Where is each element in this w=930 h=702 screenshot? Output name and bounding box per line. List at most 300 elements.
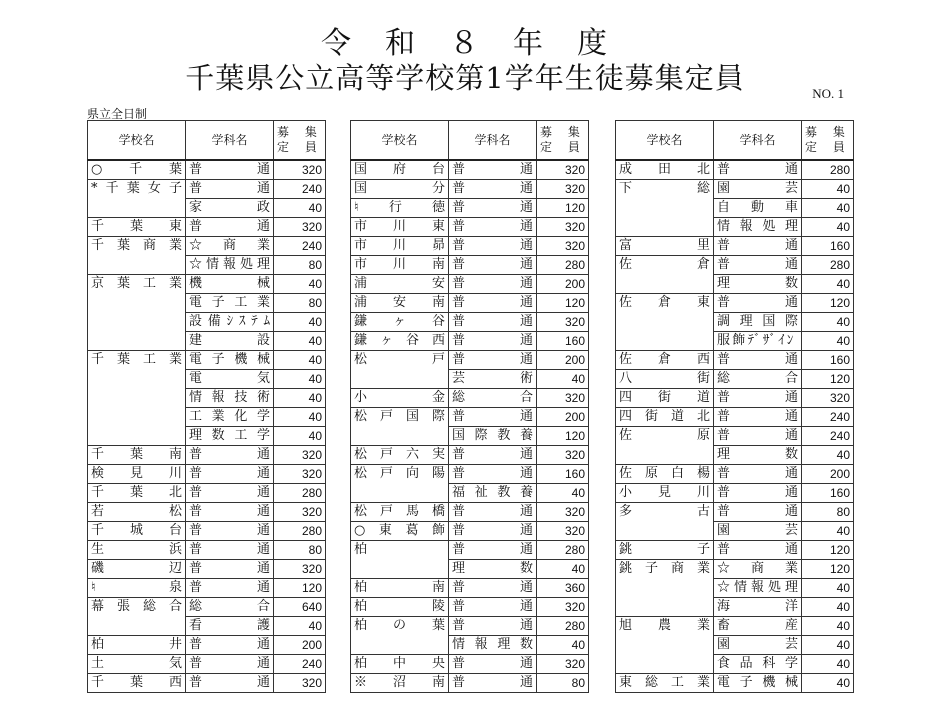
department-cell: 普通 [186, 579, 274, 598]
table-row [351, 389, 589, 408]
department-cell: 普通 [449, 503, 537, 522]
department-cell: 普通 [449, 465, 537, 484]
capacity-cell: 320 [537, 522, 589, 541]
department-cell: 芸術 [449, 370, 537, 389]
table-row [616, 370, 854, 389]
table-row [616, 579, 854, 598]
table-row [616, 332, 854, 351]
school-name-cell: 成田北 [616, 160, 714, 180]
department-cell: 普通 [186, 218, 274, 237]
table-row [88, 465, 326, 484]
school-name-cell: 千葉南 [88, 446, 186, 465]
school-name-cell: 鎌ヶ谷西 [351, 332, 449, 351]
department-cell: 普通 [449, 408, 537, 427]
school-name-cell: 国分 [351, 180, 449, 199]
capacity-cell: 80 [274, 294, 326, 313]
capacity-cell: 120 [274, 579, 326, 598]
table-row [88, 617, 326, 636]
capacity-cell: 240 [802, 408, 854, 427]
system-type-label: 県立全日制 [87, 107, 148, 121]
department-cell: 普通 [186, 503, 274, 522]
school-name-cell: 松戸六実 [351, 446, 449, 465]
department-cell: 普通 [186, 180, 274, 199]
table-row [616, 389, 854, 408]
school-name-cell [351, 560, 449, 579]
table-row [351, 256, 589, 275]
school-name-cell [616, 218, 714, 237]
department-cell: 情報処理 [714, 218, 802, 237]
department-cell: 家政 [186, 199, 274, 218]
school-name-cell: 佐原 [616, 427, 714, 446]
capacity-cell: 320 [537, 313, 589, 332]
table-row [616, 313, 854, 332]
school-name-cell: 柏南 [351, 579, 449, 598]
department-cell: 電子機械 [186, 351, 274, 370]
capacity-cell: 40 [802, 218, 854, 237]
capacity-cell: 160 [802, 351, 854, 370]
table-row [616, 465, 854, 484]
table-row [616, 541, 854, 560]
capacity-cell: 40 [802, 636, 854, 655]
capacity-cell: 320 [537, 503, 589, 522]
school-name-cell [88, 427, 186, 446]
school-name-cell: 鎌ヶ谷 [351, 313, 449, 332]
table-header-row [351, 121, 589, 161]
capacity-cell: 40 [802, 332, 854, 351]
table-row [616, 446, 854, 465]
department-cell: 普通 [714, 541, 802, 560]
table-row [351, 313, 589, 332]
capacity-cell: 40 [802, 313, 854, 332]
department-cell: 普通 [714, 256, 802, 275]
table-row [88, 484, 326, 503]
capacity-cell: 320 [802, 389, 854, 408]
department-cell: 普通 [449, 541, 537, 560]
table-row [88, 560, 326, 579]
table-row [88, 636, 326, 655]
department-cell: 調理国際 [714, 313, 802, 332]
table-row [351, 199, 589, 218]
school-name-cell: 千葉工業 [88, 351, 186, 370]
table-row [88, 598, 326, 617]
capacity-cell: 40 [274, 389, 326, 408]
school-name-cell: 浦安 [351, 275, 449, 294]
department-cell: 普通 [186, 522, 274, 541]
school-name-cell [88, 294, 186, 313]
department-cell: 普通 [449, 332, 537, 351]
capacity-cell: 40 [274, 370, 326, 389]
school-name-cell: 松戸馬橋 [351, 503, 449, 522]
school-name-cell [616, 313, 714, 332]
department-cell: 普通 [186, 560, 274, 579]
school-name-cell: ♮泉 [88, 579, 186, 598]
table-row [88, 180, 326, 199]
school-name-cell: ○千葉 [88, 160, 186, 180]
capacity-cell: 40 [274, 332, 326, 351]
capacity-cell: 640 [274, 598, 326, 617]
capacity-cell: 240 [274, 655, 326, 674]
capacity-cell: 40 [274, 313, 326, 332]
school-name-cell: 富里 [616, 237, 714, 256]
department-cell: 食品科学 [714, 655, 802, 674]
enrollment-table-1 [87, 120, 326, 693]
school-name-cell: 東総工業 [616, 674, 714, 693]
school-name-cell: 小見川 [616, 484, 714, 503]
department-cell: 畜産 [714, 617, 802, 636]
capacity-cell: 120 [537, 199, 589, 218]
capacity-header [274, 121, 326, 161]
capacity-cell: 160 [802, 237, 854, 256]
table-row [351, 275, 589, 294]
capacity-cell: 320 [274, 674, 326, 693]
school-name-cell: 佐倉西 [616, 351, 714, 370]
capacity-cell: 320 [537, 446, 589, 465]
department-cell: 普通 [449, 237, 537, 256]
capacity-header-line1: 募 集 [805, 125, 851, 139]
capacity-cell: 320 [537, 180, 589, 199]
capacity-cell: 40 [802, 275, 854, 294]
dept-header: 学科名 [186, 121, 274, 161]
capacity-header-line1: 募 集 [277, 125, 323, 139]
capacity-cell: 280 [537, 541, 589, 560]
table-row [88, 237, 326, 256]
capacity-cell: 40 [802, 199, 854, 218]
school-name-cell: 国府台 [351, 160, 449, 180]
table-row [351, 541, 589, 560]
department-cell: 園芸 [714, 522, 802, 541]
capacity-cell: 40 [802, 655, 854, 674]
school-name-cell: 四街道北 [616, 408, 714, 427]
table-header-row [88, 121, 326, 161]
table-row [351, 294, 589, 313]
table-row [351, 503, 589, 522]
capacity-cell: 320 [274, 160, 326, 180]
table-row [616, 237, 854, 256]
school-name-cell: 千葉東 [88, 218, 186, 237]
department-cell: 普通 [186, 636, 274, 655]
department-cell: 服飾ﾃﾞｻﾞｲﾝ [714, 332, 802, 351]
school-name-cell: 市川昴 [351, 237, 449, 256]
table-row [88, 427, 326, 446]
capacity-cell: 80 [537, 674, 589, 693]
capacity-cell: 360 [537, 579, 589, 598]
school-name-cell [351, 427, 449, 446]
table-row [88, 541, 326, 560]
capacity-cell: 40 [802, 617, 854, 636]
table-row [616, 256, 854, 275]
capacity-cell: 80 [802, 503, 854, 522]
capacity-cell: 320 [537, 160, 589, 180]
school-name-cell [88, 332, 186, 351]
school-name-cell: 柏井 [88, 636, 186, 655]
school-name-cell [351, 484, 449, 503]
school-name-cell: 千葉西 [88, 674, 186, 693]
table-row [351, 636, 589, 655]
page-number: NO. 1 [812, 86, 844, 101]
department-cell: 機械 [186, 275, 274, 294]
table-row [88, 522, 326, 541]
capacity-cell: 280 [537, 617, 589, 636]
school-name-cell [616, 579, 714, 598]
table-row [88, 294, 326, 313]
table-row [351, 408, 589, 427]
department-cell: 普通 [449, 579, 537, 598]
table-row [351, 484, 589, 503]
capacity-cell: 240 [274, 237, 326, 256]
capacity-cell: 40 [802, 579, 854, 598]
school-name-cell [351, 370, 449, 389]
table-row [351, 655, 589, 674]
enrollment-table-3 [615, 120, 854, 693]
title-year: 令 和 ８ 年 度 [321, 26, 609, 61]
school-name-cell: 柏陵 [351, 598, 449, 617]
table-row [616, 408, 854, 427]
capacity-cell: 280 [802, 160, 854, 180]
school-name-cell [616, 332, 714, 351]
department-cell: 普通 [449, 598, 537, 617]
table-row [616, 218, 854, 237]
capacity-cell: 40 [802, 598, 854, 617]
department-cell: ☆情報処理 [186, 256, 274, 275]
table-row [351, 522, 589, 541]
department-cell: 海洋 [714, 598, 802, 617]
school-name-cell: ○東葛飾 [351, 522, 449, 541]
table-row [88, 408, 326, 427]
capacity-cell: 40 [537, 484, 589, 503]
department-cell: 普通 [714, 427, 802, 446]
department-cell: 設備ｼｽﾃﾑ [186, 313, 274, 332]
table-row [351, 332, 589, 351]
department-cell: 普通 [449, 199, 537, 218]
department-cell: 理数 [714, 275, 802, 294]
school-name-cell [616, 636, 714, 655]
table-row [88, 160, 326, 180]
department-cell: 普通 [186, 541, 274, 560]
school-name-cell: 千葉商業 [88, 237, 186, 256]
table-row [351, 218, 589, 237]
capacity-cell: 200 [802, 465, 854, 484]
school-name-cell: 検見川 [88, 465, 186, 484]
table-row [88, 313, 326, 332]
school-name-cell: 若松 [88, 503, 186, 522]
capacity-cell: 280 [274, 522, 326, 541]
school-name-cell: 幕張総合 [88, 598, 186, 617]
department-cell: 普通 [186, 655, 274, 674]
school-name-cell: 松戸向陽 [351, 465, 449, 484]
table-row [616, 180, 854, 199]
department-cell: 看護 [186, 617, 274, 636]
capacity-cell: 40 [802, 180, 854, 199]
department-cell: 理数 [449, 560, 537, 579]
department-cell: 普通 [714, 294, 802, 313]
table-row [88, 579, 326, 598]
capacity-cell: 40 [802, 446, 854, 465]
department-cell: 総合 [714, 370, 802, 389]
table-row [616, 484, 854, 503]
capacity-cell: 40 [802, 674, 854, 693]
school-name-cell: 銚子 [616, 541, 714, 560]
school-name-cell [88, 256, 186, 275]
table-row [616, 199, 854, 218]
table-row [616, 655, 854, 674]
table-row [351, 351, 589, 370]
table-row [616, 160, 854, 180]
capacity-cell: 320 [537, 389, 589, 408]
department-cell: 電子工業 [186, 294, 274, 313]
school-name-cell: 柏中央 [351, 655, 449, 674]
department-cell: 普通 [186, 446, 274, 465]
school-name-cell: 千葉北 [88, 484, 186, 503]
school-name-cell: 佐倉 [616, 256, 714, 275]
school-name-cell [616, 275, 714, 294]
department-cell: 理数 [714, 446, 802, 465]
table-row [351, 465, 589, 484]
school-name-cell: 小金 [351, 389, 449, 408]
department-cell: 普通 [714, 237, 802, 256]
department-cell: 普通 [714, 160, 802, 180]
department-cell: 総合 [186, 598, 274, 617]
document-title: 千葉県公立高等学校第1学年生徒募集定員 [185, 61, 745, 95]
capacity-cell: 240 [274, 180, 326, 199]
capacity-cell: 240 [802, 427, 854, 446]
department-cell: 普通 [714, 465, 802, 484]
capacity-header-line1: 募 集 [540, 125, 586, 139]
capacity-cell: 160 [802, 484, 854, 503]
capacity-header-line2: 定 員 [805, 140, 851, 154]
department-cell: 普通 [186, 465, 274, 484]
school-name-cell [616, 655, 714, 674]
capacity-cell: 320 [537, 218, 589, 237]
capacity-cell: 120 [802, 370, 854, 389]
department-cell: 普通 [449, 256, 537, 275]
capacity-cell: 320 [537, 598, 589, 617]
table-row [616, 522, 854, 541]
school-name-cell [616, 446, 714, 465]
school-name-cell: 四街道 [616, 389, 714, 408]
school-name-cell: 柏の葉 [351, 617, 449, 636]
table-row [88, 389, 326, 408]
capacity-cell: 40 [537, 560, 589, 579]
capacity-cell: 320 [274, 465, 326, 484]
capacity-cell: 160 [537, 332, 589, 351]
department-cell: 普通 [449, 294, 537, 313]
department-cell: 普通 [449, 617, 537, 636]
school-header: 学校名 [616, 121, 714, 161]
department-cell: 普通 [186, 160, 274, 180]
capacity-cell: 80 [274, 256, 326, 275]
department-cell: 総合 [449, 389, 537, 408]
school-name-cell [88, 408, 186, 427]
table-row [616, 674, 854, 693]
department-cell: 電気 [186, 370, 274, 389]
capacity-cell: 320 [274, 446, 326, 465]
school-name-cell [88, 313, 186, 332]
department-cell: 建設 [186, 332, 274, 351]
table-row [616, 503, 854, 522]
table-row [351, 674, 589, 693]
department-cell: 普通 [449, 446, 537, 465]
capacity-cell: 200 [537, 408, 589, 427]
school-name-cell: 松戸 [351, 351, 449, 370]
table-row [616, 294, 854, 313]
capacity-header [802, 121, 854, 161]
school-name-cell: 八街 [616, 370, 714, 389]
table-row [616, 617, 854, 636]
table-row [616, 275, 854, 294]
department-cell: 情報技術 [186, 389, 274, 408]
school-name-cell [88, 617, 186, 636]
capacity-cell: 40 [274, 617, 326, 636]
department-cell: ☆商業 [714, 560, 802, 579]
school-name-cell [616, 522, 714, 541]
table-row [351, 598, 589, 617]
department-cell: 自動車 [714, 199, 802, 218]
school-name-cell [616, 598, 714, 617]
school-name-cell: 下総 [616, 180, 714, 199]
table-row [351, 427, 589, 446]
table-row [616, 351, 854, 370]
capacity-cell: 40 [274, 351, 326, 370]
department-cell: 普通 [714, 389, 802, 408]
table-row [616, 427, 854, 446]
department-cell: 情報理数 [449, 636, 537, 655]
department-cell: 園芸 [714, 180, 802, 199]
school-name-cell: 柏 [351, 541, 449, 560]
table-row [351, 617, 589, 636]
department-cell: 普通 [449, 313, 537, 332]
capacity-cell: 80 [274, 541, 326, 560]
department-cell: 普通 [714, 408, 802, 427]
department-cell: 普通 [449, 160, 537, 180]
capacity-cell: 120 [802, 560, 854, 579]
capacity-cell: 200 [274, 636, 326, 655]
school-name-cell: 市川東 [351, 218, 449, 237]
school-header: 学校名 [351, 121, 449, 161]
school-name-cell: 旭農業 [616, 617, 714, 636]
table-row [88, 446, 326, 465]
department-cell: ☆商業 [186, 237, 274, 256]
capacity-cell: 320 [537, 655, 589, 674]
department-cell: 普通 [449, 522, 537, 541]
school-name-cell [88, 370, 186, 389]
school-name-cell [88, 199, 186, 218]
capacity-cell: 40 [537, 636, 589, 655]
school-name-cell: 生浜 [88, 541, 186, 560]
department-cell: 普通 [449, 674, 537, 693]
capacity-cell: 320 [274, 503, 326, 522]
capacity-cell: 320 [274, 560, 326, 579]
table-row [88, 674, 326, 693]
table-row [88, 218, 326, 237]
school-name-cell: 銚子商業 [616, 560, 714, 579]
school-header: 学校名 [88, 121, 186, 161]
table-row [88, 351, 326, 370]
table-row [351, 446, 589, 465]
table-row [88, 275, 326, 294]
capacity-cell: 160 [537, 465, 589, 484]
department-cell: 普通 [449, 218, 537, 237]
capacity-cell: 40 [274, 427, 326, 446]
school-name-cell: *千葉女子 [88, 180, 186, 199]
school-name-cell: 多古 [616, 503, 714, 522]
department-cell: ☆情報処理 [714, 579, 802, 598]
table-row [88, 332, 326, 351]
capacity-cell: 40 [274, 275, 326, 294]
capacity-cell: 40 [802, 522, 854, 541]
dept-header: 学科名 [714, 121, 802, 161]
table-row [616, 598, 854, 617]
table-row [88, 256, 326, 275]
